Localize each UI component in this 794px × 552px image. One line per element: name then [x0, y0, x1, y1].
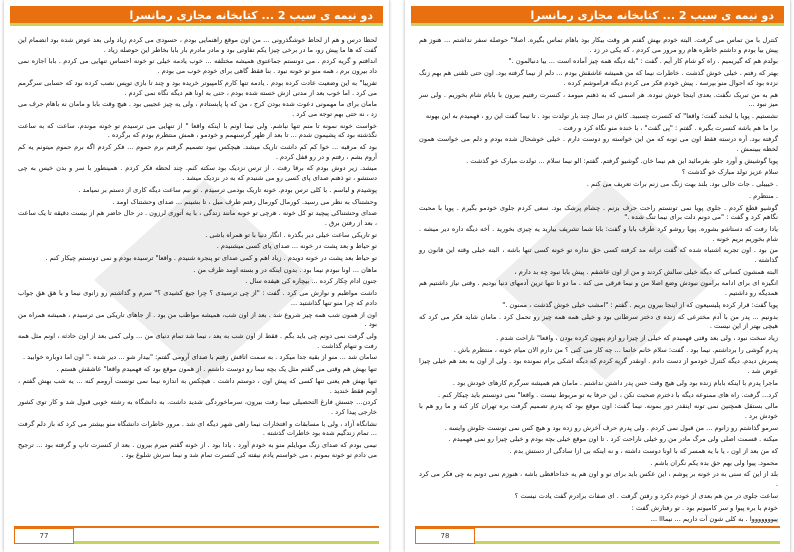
paragraph: البته همشون کسانی که دیگه خیلی سالش کردند و من از اون عاشقم . پیش بابا نبود چه بد دارم ، [514, 267, 778, 276]
paragraph: تو حیاط بعد پشت در خونه دویدم . زیاد اهم و کمی صدای تو پنجره شنیدم . واقعا" ترسیده بودم و نمی دونستم چیکار کنم . [45, 254, 377, 263]
paragraph: انگیزه ای برای ادامه برامون نبودش وضع اصلا من و نیما فرقی می کنه . ما دو تا تنها ترین آدمهای دنیا بودیم . وقتی نیاز داشتیم هم همدیگه رو داشتیم . [419, 279, 778, 298]
paragraph: میکنه . قسمت اصلی ولی مرگ مادر من رو خیلی ناراحت کرد . تا اون موقع خیلی بچه بودم و خیلی چیزا رو نمی فهمیدم . [448, 435, 778, 444]
header-title: دو نیمه ی سیب 2 ... کتابخانه مجازی رمانسرا [129, 9, 373, 22]
paragraph: تفریبا" به این وضعیت عادت کرده بودم . یادمه تنها کارم کامپیوتر خریده بود و چند تا بازی توپس نصب کرده بود که حسابی سرگرمم می کرد . اما خوب بعد از مدتی ازش خسته شده بودم ، حتی به اونا هم دیگه نگاه نمی کردم . [18, 78, 377, 97]
paragraph: بود که مرقبه ... خوا کم کم داشت تاریک میشد. هیچکس نبود تصمیم گرفتم برم حموم ... فکر کردم اگه برم حموم میتونم یه کم آروم بشم ، رفتم و در رو قفل کردم . [18, 143, 377, 161]
paragraph: برا ما هم باشه کنسرت بگیره . گفتم : "پی گفت" ، با خنده منو نگاه کرد و رفت . [559, 123, 778, 132]
paragraph: کردن... جسش فارغ التحصیلی نیما رفت بیرون، سرماخوردگی شدید داشت. به دانشگاه به رشته خوبی قبول شد و کار توی کشور خارجی پیدا کرد . [18, 398, 377, 416]
paragraph: جنون ادام چکار کرده ... بیچاره کی هیفده سال . [245, 277, 377, 286]
paragraph: نیمی بودم که صدای زنگ موبایلم منو به خودم آورد . یادا بود . از خونه گفتم میرم بیرون . بعد از کنسرت تاپ و گرفته بود ... ترجیح می دادم تو خونه بمونم ، می خواستم یادم نیفته کی کنسرت تمام شد و نیما سرش شلوغ بود . [18, 441, 377, 459]
paragraph: پویا گفت: قرار کرده پلیسیعون که از اینجا بیرون بریم . گفتم : "امشب خیلی خوش گذشت ، ممنون ." [502, 300, 778, 309]
paragraph: پسرش دیدم. دیگه کنترل خودمو از دست دادم . اونقدر گریه کردم که دیگه اشکی برام نمونده بود . ولی از اون به بعد هم خیلی چیزا عوض شد . [419, 357, 778, 376]
paragraph: یادا رفت که دستاشو بشوره. پویا روشو کرد طرف بابا و گفت: بابا شما تشریف بیارید یه چیزی بخورید . آخه دیگه داره دیر میشه . شام بخوریم بریم خونه . [419, 224, 778, 243]
footer-band [74, 541, 379, 544]
paragraph: بدونیم ... پدر من با آدم مخترعی که زنده ی دختر سرطانی بود و خیلی همه همه چیز رو تحمل کرد . مامان شاید فکر می کرد که هیچی بهتر از این نیست . [419, 312, 778, 331]
paragraph: لحظا درس و هم از لحاظ خوشگذرونی ... من اون موقع راهنمایی بودم ، حسودی می کردم زیاد ولی بعد عوض شده بود انضمام این گفت که ها ما پیش رو، ما در برخی چیزا یکم تفاوتی بود و مادر مادرم بار بابا بخاطر این حوصله زیاد . [18, 36, 377, 54]
paragraph: سامان شد ... منو از بقیه جدا میکرد . به سمت اتاقش رفتم با صدای آرومی گفتم: "بیدار شو ... دیر شده ." اون اما دوباره خوابید . [22, 353, 377, 362]
paragraph: پیوووووووا . به کلی شون آت داریم ... نیمااا ... [650, 515, 778, 524]
paragraph: ولی گرفت نمی دونم چی باید بگم . فقط از اون شب به بعد ، نیما شد تمام دنیای من ... ولی کمی بعد از اون حادثه ، اونم مثل همه رفت و تنهام گذاشت . [18, 331, 377, 350]
paragraph: تو تاریکی ساعت خیلی دیر بگذره . انگار دنیا با تو همراه باشی . [205, 230, 377, 239]
page-number: 77 [14, 528, 74, 544]
page-footer [415, 526, 780, 544]
paragraph: میشد. زیر دوش بودم که برقا رفت . از ترس نزدیک بود سکته کنم. چند لحظه فکر کردم . همینطور با سر و بدن خیس به چی دستشو ، تو ذهنم صدای پای کسی رو می شنیدم که به در نزدیک میشد . [18, 164, 377, 183]
right-body-text [419, 36, 778, 524]
paragraph: اندافتم و گریه کردم . می دونستم جماعتوی همیشه مختلفه ... خوب یادمه خیلی تو خونه احساس تنهایی می کردم . بابا اجازه نمی داد بیرون برم ، همه منو تو خونه نیود . بنا فقط گاهی برای خودم خوب می بودم . [18, 57, 377, 76]
header-title: دو نیمه ی سیب 2 ... کتابخانه مجازی رمانسرا [530, 9, 774, 22]
left-body-text [18, 36, 377, 516]
paragraph: داشت مواظبم و نوازش می کرد . گفت : "از چی ترسیدی ؟ چرا جیغ کشیدی ؟" سرم و گذاشتم رو زانوی نیما و با هق هق جواب دادم که چرا منو تنها گذاشتید ... [18, 289, 377, 307]
paragraph: پوشیدم و لباسم . با کلی ترس بودم. خونه تاریک بودمی ترسیدم . تو نیم ساعت دیگه کاری از دستم بر نمیامد . [78, 185, 377, 194]
page-right [405, 0, 790, 552]
page-header [411, 6, 784, 26]
paragraph: بلد از این که سنی به در خونه بر پوشم ، این عکس باید برای تو و اون هم یه خداحافظی باشه ، هنوزم نمی دونم به چی فکر می کرد . [419, 470, 778, 489]
paragraph: بولدم هم که گیریمیم . راه کو شام کار آیم . گفت : "بله دیگه همه چیز آماده است ... بیا دنبالمون ." [508, 57, 778, 66]
paragraph: نشستیم . پویا با لبخند گفت: واقعا" که کنسرت چسبید. کاش در سال چند بار تولدت بود . تا نیما گفت این رو ، فهمیدم به این بهونه [425, 111, 778, 120]
paragraph: خواست خونه نمونه تا منم تنها نباشم. ولی نیما اونم با اینکه واقعا " از تنهایی می ترسیدم تو خونه موندم. ساعت که به ساعت نگذشته بود که پشیمون شدم ... تا بعد از ظهر گرسنهمم و خودمو ، همش منتظرم بودم که برگرده . [18, 121, 377, 140]
paragraph: . خیییلی . جات خالی بود. بلند بهت زنگ می زنم برات تعریف می کنم . [586, 180, 778, 189]
paragraph: وحشتناک به نظر می رسید. کورمال کورمال رفتم طرف مبل ، تا بشینم ... صدای وحشتناک اومد . [112, 197, 377, 206]
page-footer [14, 526, 379, 544]
paragraph: سرمو گذاشتم رو زانوم ... من قبول نمی کردم . ولی پدرم حرف آخرش رو زده بود و هیچ کس نمی تونست جلوش وایسه . [444, 423, 778, 432]
paragraph: مامان برای ما مهمونی دعوت شده بودن کرج ، من که پا پابستادم ، ولی یه چیز عجیبی بود . هیچ وقت بابا و مامان نه باهام حرف می زد ، نه حتی بهم توجه می کرد . [18, 100, 377, 118]
paragraph: کرد... گرفت. راه های ممنوعه دیگه با دخترم صحبت نکن ، این حرفا به تو مربوط نیست . واقعا" نمی دونستم باید چیکار کنم . [438, 390, 778, 399]
paragraph: گرفته بود. آره درسته فقط اون می تونه که من این خواسته رو دوست دارم . خیلی خوشحال شده بودم و دلم می خواست همون لحظه ببینمش . [419, 135, 778, 154]
paragraph: من بود . اون تجربه اشتباه شده که گفت ترانه مد کرفته کسی حق نداره تو خونه کسی تنها باشه ، البته خیلی وقته این قانون رو گذاشته . [419, 246, 778, 265]
paragraph: ماهان ... اونا نبودم نیما بود . بدون اینکه در و بسته اومد طرف من . [193, 265, 377, 274]
paragraph: محمود. پیوا ولی بهم حق بده یکم نگران باشم . [650, 458, 778, 467]
paragraph: ماجرا پدرم با اینکه بابام زنده بود ولی هیچ وقت حس پدر داشتن نداشتم . مامان هم همیشه سرگرم کارهای خودش بود . [452, 378, 778, 387]
paragraph: اون از همون شب همه چیز شروع شد . بعد از اون شب، همیشه مواظب من بود . از جاهای تاریکی می ترسیدم ، همیشه همراه من بود . [18, 310, 377, 329]
paragraph: خودم با بره پیوا و سر کامیونم بود . تو رفتارش گفت : [631, 503, 778, 512]
paragraph: پویا گوشیش و آورد جلو. بفرمائید این هم نیما خان. گوشیو گرفتم. گفتم: الو نیما سلام ... تولدت مبارک خو گذشت . [466, 156, 778, 165]
paragraph: تنها بهش هم یعنی تنها کسی که پیش اون ، دوستم داشت . هیچکس به اندازه نیما نمی تونست آرومم کنه ... یه شب بهش گفتم ، اونم فقط خندید . [18, 376, 377, 395]
paragraph: ساعت جلوی در من هم بعدی از خودم دکرد و رفتن گرفت . ای صفات برادرم گفت یادت نیست ؟ [514, 491, 778, 500]
paragraph: پدرم گوشی را برداشتم. نیما بود . گفت: سلام خانم خانما ... چه کار می کنی ؟ من دارم الان میام خونه ، منتظرم باش . [453, 345, 778, 354]
paragraph: هم به من تبریک نگفت. بعدی اینجا خوش نبوده. هر اسمی که به ذهنم میومد ، کنسرت رفتیم بیرون با بابام شام بخوریم . ولی سر میز نبود ... [419, 90, 778, 109]
paragraph: صدای وحشتناکی پیچید تو کل خونه . هرچی تو خونه مانند زندگی ، با یه آتوری لرزون . در حال حاضر هم از بیست دقیقه تا یک ساعت ، بعد از رفتن برق . [18, 209, 377, 227]
paragraph: تو حیاط و بعد پشت در خونه ... صدای پای کسی میشنیدم . [216, 242, 377, 251]
paragraph: بهتر که رفتم . خیلی خوش گذشت . خاطرات نیما که من همیشه عاشقش بودم ... دلم از نیما گرفته بود. اون حتی تلفنی هم بهم زنگ نزده بود که احوال منو بپرسه . پیش خودم فکر می کردم دیگه فراموشم کرده . [419, 69, 778, 87]
page-number: 78 [415, 528, 475, 544]
paragraph: کنترل با من تماس می گرفت. البته خودم بهش گفتم هر وقت بیکار بود باهام تماس بگیره. اصلا" حوصله سفر نداشتم ... هنوز هم پیش بیا بودم و داشتم خاطره هام رو مرور می کردم ، که یکی در زد . [419, 36, 778, 54]
footer-band [475, 541, 780, 544]
page-header [10, 6, 383, 26]
paragraph: نشانگاه آزاد ، ولی با مسابقات و افتخارات نیما راهی شهر دیگه ای شد . مرور خاطرات دانشگاه منو بیشتر می کرد که باز دلم گرفت ... تمام زندگیم شده بود خاطرات گذشته . [18, 419, 377, 438]
paragraph: تنها بهش هم وقتی می گفتم مثل یک بچه نیما رو دوست داشتم . از همون موقع بود که فهمیدم واقعا" عاشقش هستم . [56, 365, 377, 374]
paragraph: گوشیو قطع کردم . جلوی پویا نمی تونستم راحت حرف بزنم . چشام پرشک بود. سعی کردم جلوی خودمو بگیرم . پویا با محبت نگاهم کرد و گفت : "می دونم دلت برای نیما تنگ شده ." [419, 203, 778, 222]
paragraph: . منتظرم . [748, 191, 778, 200]
paragraph: که من بعد از اون ، یا با یه همسر که با اونا دوست داشته ، و نه اینکه بی ازا سادگی از دستش بدم . [509, 447, 778, 456]
paragraph: زیاد سخت نبود ، ولی بعد وقتی فهمیدم که خیلی از چیزا رو ازم پنهون کرده بودن ، واقعا" ناراحت شدم . [496, 333, 778, 342]
paragraph: سلام عزیز تولد مبارک خو گذشت ؟ [681, 168, 778, 177]
page-left [4, 0, 389, 552]
paragraph: مالی بستقل همچنین نمی تونه اینقدر دور بمونه. نیما گفت: اون موقع بود که پدرم تصمیم گرفت بره تهران کار کنه و ما رو هم با خودش برد . [419, 402, 778, 420]
